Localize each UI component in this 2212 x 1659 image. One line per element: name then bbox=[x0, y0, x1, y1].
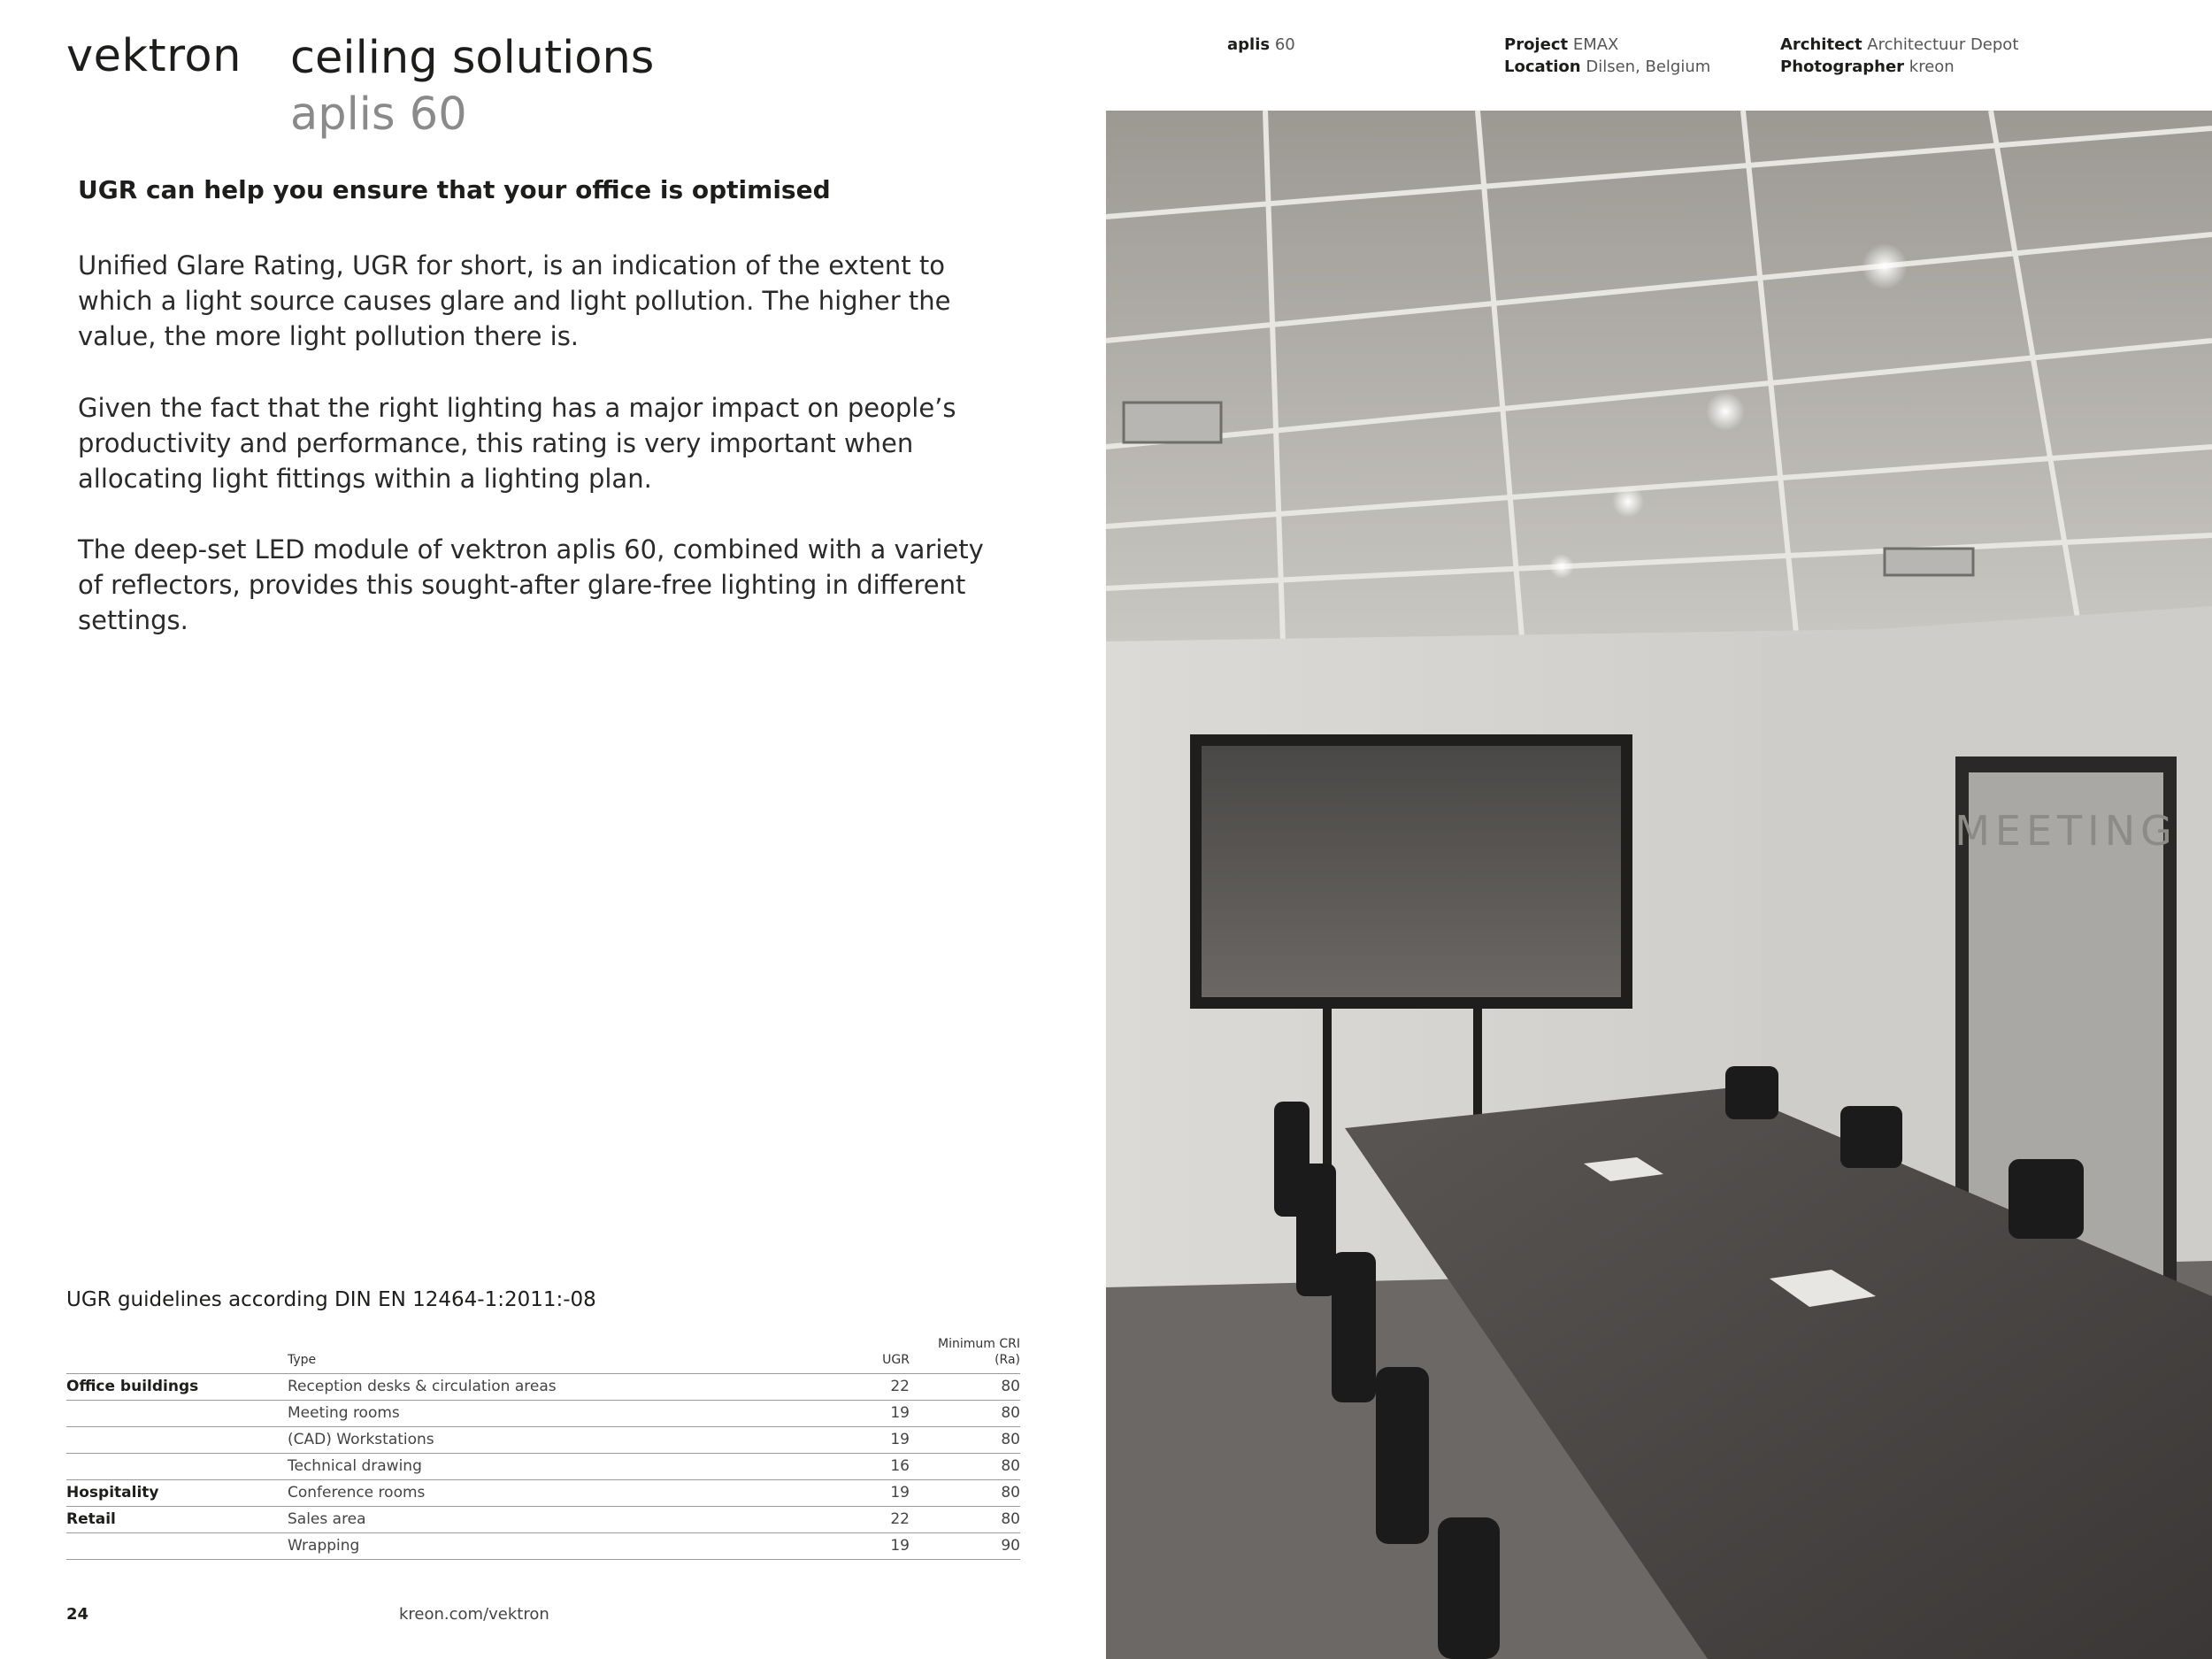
meeting-room-photo bbox=[1106, 111, 2212, 1659]
row-cri: 80 bbox=[910, 1427, 1020, 1454]
header-type: Type bbox=[288, 1336, 821, 1374]
row-category bbox=[66, 1454, 288, 1480]
row-ugr: 22 bbox=[821, 1374, 910, 1401]
chair bbox=[1840, 1106, 1902, 1168]
meta-photographer bbox=[1780, 56, 2018, 78]
row-ugr: 19 bbox=[821, 1480, 910, 1507]
header-cri bbox=[910, 1336, 1020, 1374]
meta-location bbox=[1504, 56, 1710, 78]
meta-location-label: Location bbox=[1504, 58, 1581, 76]
meta-photographer-label: Photographer bbox=[1780, 58, 1905, 76]
page-subtitle: aplis 60 bbox=[290, 88, 467, 141]
row-category: Office buildings bbox=[66, 1374, 288, 1401]
table-header-row bbox=[66, 1336, 1020, 1374]
table-row bbox=[66, 1480, 1020, 1507]
recessed-light bbox=[1706, 392, 1745, 431]
ugr-guidelines-table bbox=[66, 1336, 1020, 1560]
meta-product bbox=[1227, 34, 1295, 56]
chair bbox=[1296, 1164, 1336, 1296]
row-type: Technical drawing bbox=[288, 1454, 821, 1480]
brand-logo: vektron bbox=[66, 30, 242, 82]
table-title: UGR guidelines according DIN EN 12464-1:2011:-08 bbox=[66, 1288, 596, 1311]
chair bbox=[2008, 1159, 2084, 1239]
table-row bbox=[66, 1533, 1020, 1560]
row-cri: 80 bbox=[910, 1480, 1020, 1507]
header-category bbox=[66, 1336, 288, 1374]
row-type: Reception desks & circulation areas bbox=[288, 1374, 821, 1401]
table-row bbox=[66, 1507, 1020, 1533]
meeting-room-illustration bbox=[1106, 111, 2212, 1659]
row-ugr: 19 bbox=[821, 1427, 910, 1454]
meta-architect bbox=[1780, 34, 2018, 56]
air-vent bbox=[1885, 549, 1973, 575]
chair bbox=[1332, 1252, 1376, 1402]
table-row bbox=[66, 1427, 1020, 1454]
row-type: Conference rooms bbox=[288, 1480, 821, 1507]
table-row bbox=[66, 1374, 1020, 1401]
chair bbox=[1438, 1517, 1500, 1659]
row-ugr: 19 bbox=[821, 1401, 910, 1427]
recessed-light bbox=[1862, 243, 1908, 289]
chair bbox=[1725, 1066, 1778, 1119]
row-cri: 80 bbox=[910, 1374, 1020, 1401]
header-cri-line2: (Ra) bbox=[995, 1353, 1020, 1367]
door-lettering: MEETING bbox=[1955, 807, 2177, 855]
row-cri: 90 bbox=[910, 1533, 1020, 1560]
meta-project-location bbox=[1504, 34, 1710, 78]
intro-paragraph-3: The deep-set LED module of vektron aplis 60, combined with a variety of reflectors, provides this sought-after glare-free lighting in different settings. bbox=[78, 534, 984, 635]
row-cri: 80 bbox=[910, 1401, 1020, 1427]
row-cri: 80 bbox=[910, 1454, 1020, 1480]
row-category bbox=[66, 1427, 288, 1454]
tv-screen bbox=[1202, 746, 1621, 997]
row-ugr: 22 bbox=[821, 1507, 910, 1533]
row-category bbox=[66, 1401, 288, 1427]
intro-heading: UGR can help you ensure that your office is optimised bbox=[78, 175, 831, 204]
header-ugr: UGR bbox=[821, 1336, 910, 1374]
header-cri-line1: Minimum CRI bbox=[938, 1337, 1020, 1351]
row-ugr: 19 bbox=[821, 1533, 910, 1560]
meta-architect-value: Architectuur Depot bbox=[1867, 35, 2019, 54]
meta-location-value: Dilsen, Belgium bbox=[1586, 58, 1711, 76]
page-number: 24 bbox=[66, 1605, 89, 1624]
meta-product-label: aplis bbox=[1227, 35, 1271, 54]
page-title: ceiling solutions bbox=[290, 32, 655, 84]
meta-photographer-value: kreon bbox=[1909, 58, 1955, 76]
meta-product-value: 60 bbox=[1274, 35, 1295, 54]
recessed-light bbox=[1612, 486, 1644, 518]
chair bbox=[1376, 1367, 1429, 1544]
row-category: Hospitality bbox=[66, 1480, 288, 1507]
footer-url: kreon.com/vektron bbox=[399, 1605, 549, 1624]
air-vent bbox=[1124, 403, 1221, 442]
row-ugr: 16 bbox=[821, 1454, 910, 1480]
row-cri: 80 bbox=[910, 1507, 1020, 1533]
row-type: Sales area bbox=[288, 1507, 821, 1533]
table-row bbox=[66, 1401, 1020, 1427]
meta-project-value: EMAX bbox=[1572, 35, 1619, 54]
row-category: Retail bbox=[66, 1507, 288, 1533]
row-category bbox=[66, 1533, 288, 1560]
row-type: Wrapping bbox=[288, 1533, 821, 1560]
recessed-light bbox=[1549, 554, 1574, 579]
meta-architect-photographer bbox=[1780, 34, 2018, 78]
row-type: (CAD) Workstations bbox=[288, 1427, 821, 1454]
meta-architect-label: Architect bbox=[1780, 35, 1863, 54]
intro-paragraph-2: Given the fact that the right lighting has a major impact on people’s productivity and performance, this rating is very important when allocating light fittings within a lighting plan. bbox=[78, 393, 956, 494]
table-row bbox=[66, 1454, 1020, 1480]
meta-project-label: Project bbox=[1504, 35, 1569, 54]
meta-project bbox=[1504, 34, 1710, 56]
intro-paragraph-1: Unified Glare Rating, UGR for short, is an indication of the extent to which a light source causes glare and light pollution. The higher the value, the more light pollution there is. bbox=[78, 250, 951, 351]
row-type: Meeting rooms bbox=[288, 1401, 821, 1427]
